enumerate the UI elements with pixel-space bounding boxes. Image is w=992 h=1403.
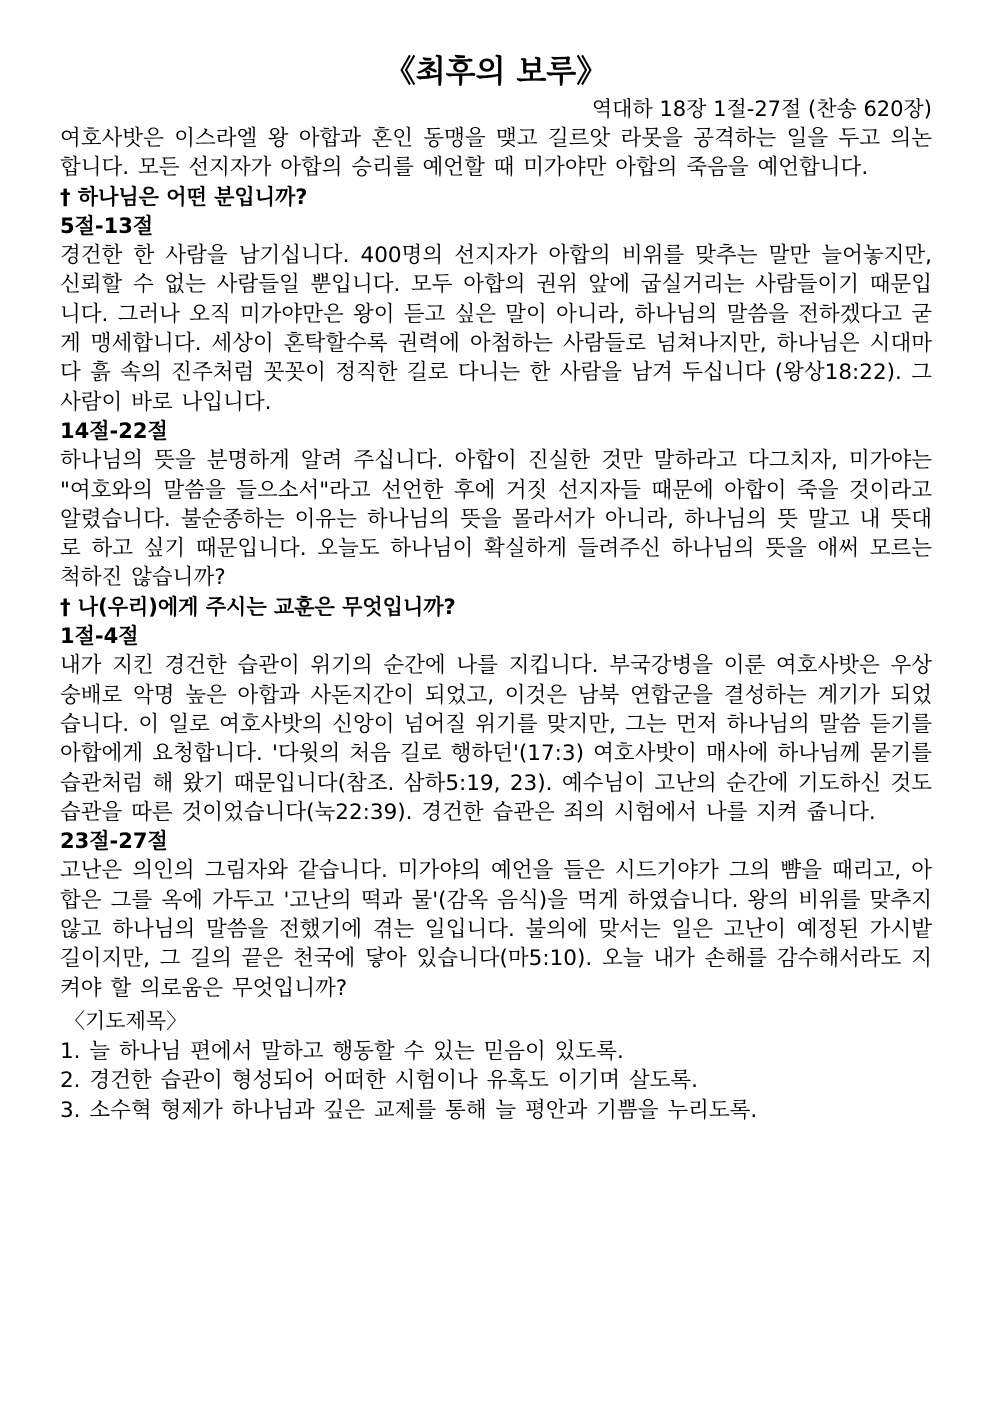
document-title: 《최후의 보루》 bbox=[384, 54, 608, 90]
intro-paragraph: 여호사밧은 이스라엘 왕 아합과 혼인 동맹을 맺고 길르앗 라못을 공격하는 일을 두고 의논합니다. 모든 선지자가 아합의 승리를 예언할 때 미가야만 아합의 죽음을 예언합니다. bbox=[60, 126, 932, 181]
prayer-item: 1. 늘 하나님 편에서 말하고 행동할 수 있는 믿음이 있도록. bbox=[60, 1038, 624, 1064]
prayer-list bbox=[60, 1037, 932, 1125]
section-heading-god: † 하나님은 어떤 분입니까? bbox=[60, 184, 308, 209]
prayer-item: 3. 소수혁 형제가 하나님과 깊은 교제를 통해 늘 평안과 기쁨을 누리도록. bbox=[60, 1097, 758, 1123]
section-heading-lesson: † 나(우리)에게 주시는 교훈은 무엇입니까? bbox=[60, 594, 456, 619]
verse-range-14-22: 14절-22절 bbox=[60, 418, 168, 443]
verse-range-1-4: 1절-4절 bbox=[60, 624, 139, 649]
prayer-item: 2. 경건한 습관이 형성되어 어떠한 시험이나 유혹도 이기며 살도록. bbox=[60, 1068, 699, 1094]
body-paragraph-5-13: 경건한 한 사람을 남기십니다. 400명의 선지자가 아합의 비위를 맞추는 말만 늘어놓지만, 신뢰할 수 없는 사람들일 뿐입니다. 모두 아합의 권위 앞에 굽실거리는 사람들이기 때문입니다. 그러나 오직 미가야만은 왕이 듣고 싶은 말이 아니라, 하나님의 말씀을 전하겠다고 굳게 맹세합니다. 세상이 혼탁할수록 권력에 아첨하는 사람들로 넘쳐나지만, 하나님은 시대마다 흙 속의 진주처럼 꼿꼿이 정직한 길로 다니는 한 사람을 남겨 두십니다 (왕상18:22). 그 사람이 바로 나입니다. bbox=[60, 243, 932, 415]
document-page bbox=[60, 50, 932, 1125]
prayer-title: 〈기도제목〉 bbox=[64, 1008, 188, 1033]
verse-range-23-27: 23절-27절 bbox=[60, 829, 168, 854]
verse-range-5-13: 5절-13절 bbox=[60, 213, 154, 238]
body-paragraph-1-4: 내가 지킨 경건한 습관이 위기의 순간에 나를 지킵니다. 부국강병을 이룬 여호사밧은 우상숭배로 악명 높은 아합과 사돈지간이 되었고, 이것은 남북 연합군을 결성하는 계기가 되었습니다. 이 일로 여호사밧의 신앙이 넘어질 위기를 맞지만, 그는 먼저 하나님의 말씀 듣기를 아합에게 요청합니다. '다윗의 처음 길로 행하던'(17:3) 여호사밧이 매사에 하나님께 묻기를 습관처럼 해 왔기 때문입니다(참조. 삼하5:19, 23). 예수님이 고난의 순간에 기도하신 것도 습관을 따른 것이었습니다(눅22:39). 경건한 습관은 죄의 시험에서 나를 지켜 줍니다. bbox=[60, 653, 932, 825]
body-paragraph-23-27: 고난은 의인의 그림자와 같습니다. 미가야의 예언을 들은 시드기야가 그의 뺨을 때리고, 아합은 그를 옥에 가두고 '고난의 떡과 물'(감옥 음식)을 먹게 하였습니다. 왕의 비위를 맞추지 않고 하나님의 말씀을 전했기에 겪는 일입니다. 불의에 맞서는 일은 고난이 예정된 가시밭길이지만, 그 길의 끝은 천국에 닿아 있습니다(마5:10). 오늘 내가 손해를 감수해서라도 지켜야 할 의로움은 무엇입니까? bbox=[60, 858, 932, 1001]
body-paragraph-14-22: 하나님의 뜻을 분명하게 알려 주십니다. 아합이 진실한 것만 말하라고 다그치자, 미가야는 "여호와의 말씀을 들으소서"라고 선언한 후에 거짓 선지자들 때문에 아합이 죽을 것이라고 알렸습니다. 불순종하는 이유는 하나님의 뜻을 몰라서가 아니라, 하나님의 뜻 말고 내 뜻대로 하고 싶기 때문입니다. 오늘도 하나님이 확실하게 들려주신 하나님의 뜻을 애써 모르는 척하진 않습니까? bbox=[60, 448, 932, 591]
scripture-reference: 역대하 18장 1절-27절 (찬송 620장) bbox=[591, 97, 932, 121]
